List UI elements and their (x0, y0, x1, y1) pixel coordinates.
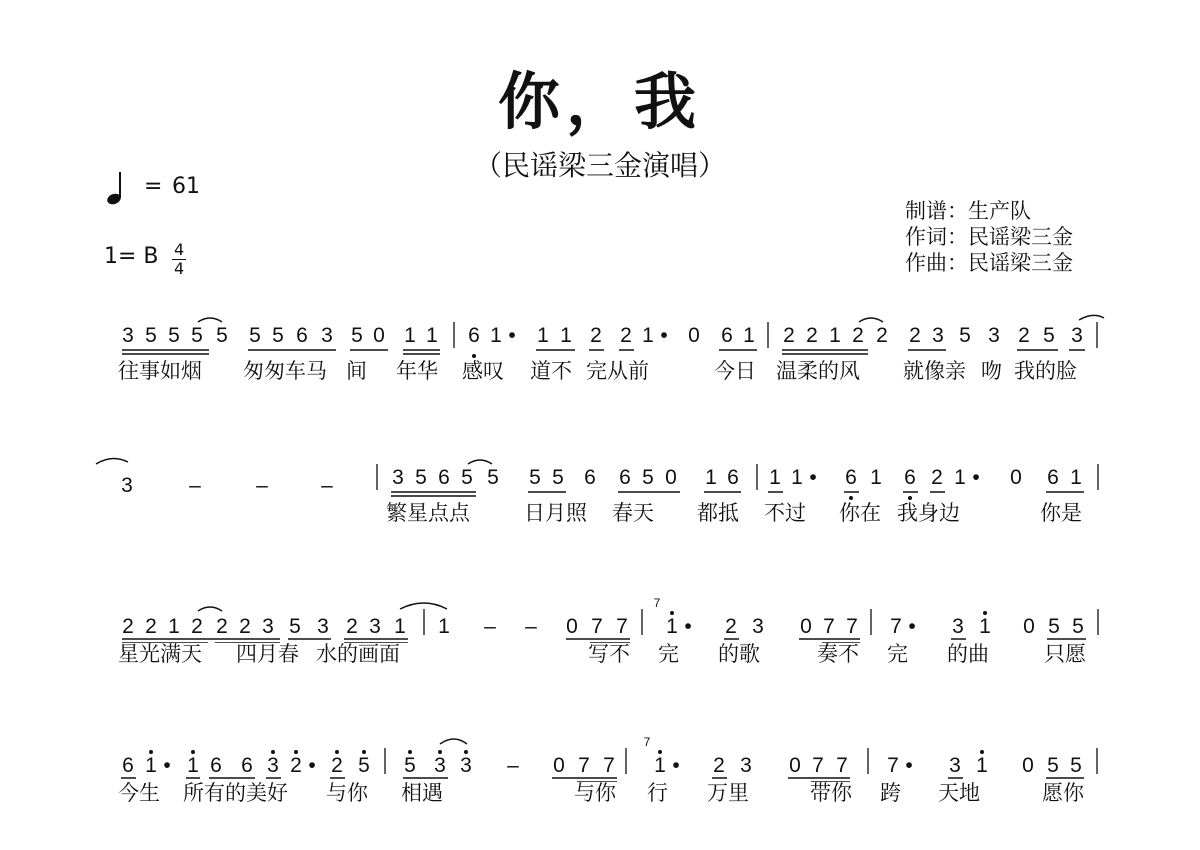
lyric: 只愿 (1044, 642, 1086, 666)
svg-text:–: – (507, 754, 519, 777)
svg-text:–: – (189, 474, 201, 497)
svg-text:7: 7 (823, 615, 835, 638)
svg-text:5: 5 (168, 324, 180, 347)
svg-text:2: 2 (191, 615, 203, 638)
svg-text:1: 1 (145, 754, 157, 777)
svg-text:5: 5 (404, 754, 416, 777)
svg-text:•: • (508, 324, 516, 347)
lyric: 四月春 (236, 642, 299, 666)
score-row-4 (0, 734, 1200, 844)
svg-text:7: 7 (836, 754, 848, 777)
svg-text:3: 3 (262, 615, 274, 638)
svg-text:1: 1 (404, 324, 416, 347)
svg-text:1: 1 (187, 754, 199, 777)
svg-text:1: 1 (769, 466, 781, 489)
lyric: 的歌 (718, 642, 760, 666)
lyric: 不过 (764, 501, 806, 525)
svg-text:3: 3 (460, 754, 472, 777)
lyric: 完 (658, 642, 679, 666)
svg-text:2: 2 (216, 615, 228, 638)
lyrics-row-3 (0, 639, 1200, 669)
song-title: 你，我 (497, 65, 702, 138)
svg-text:3: 3 (267, 754, 279, 777)
svg-text:1: 1 (394, 615, 406, 638)
time-signature-top: 4 (174, 240, 185, 259)
svg-text:•: • (163, 754, 171, 777)
svg-text:2: 2 (783, 324, 795, 347)
lyric: 完 (887, 642, 908, 666)
svg-text:•: • (809, 466, 817, 489)
svg-text:6: 6 (438, 466, 450, 489)
lyric: 与你 (574, 781, 616, 805)
lyric: 完从前 (586, 359, 649, 383)
svg-text:6: 6 (468, 324, 480, 347)
svg-text:1: 1 (976, 754, 988, 777)
svg-text:7: 7 (890, 615, 902, 638)
svg-text:2: 2 (909, 324, 921, 347)
svg-text:5: 5 (959, 324, 971, 347)
lyric: 行 (647, 781, 668, 805)
svg-text:5: 5 (642, 466, 654, 489)
svg-text:5: 5 (552, 466, 564, 489)
svg-text:7: 7 (603, 754, 615, 777)
svg-text:7: 7 (616, 615, 628, 638)
svg-text:6: 6 (241, 754, 253, 777)
svg-text:6: 6 (1047, 466, 1059, 489)
key-signature (104, 240, 204, 280)
svg-text:2: 2 (1018, 324, 1030, 347)
lyrics-row-1 (0, 356, 1200, 386)
svg-text:5: 5 (415, 466, 427, 489)
lyric: 年华 (396, 359, 438, 383)
svg-text:6: 6 (619, 466, 631, 489)
svg-text:1: 1 (666, 615, 678, 638)
svg-text:0: 0 (373, 324, 385, 347)
score-row-3 (0, 595, 1200, 705)
svg-text:7: 7 (578, 754, 590, 777)
svg-text:5: 5 (1072, 615, 1084, 638)
svg-text:3: 3 (1071, 324, 1083, 347)
svg-text:6: 6 (584, 466, 596, 489)
tempo-bpm: 61 (172, 174, 200, 199)
svg-text:0: 0 (789, 754, 801, 777)
score-row-1 (0, 312, 1200, 422)
credits (905, 198, 1073, 276)
lyric: 跨 (880, 781, 901, 805)
svg-text:1: 1 (560, 324, 572, 347)
svg-text:5: 5 (191, 324, 203, 347)
svg-text:3: 3 (369, 615, 381, 638)
svg-text:1: 1 (537, 324, 549, 347)
lyric: 道不 (530, 359, 572, 383)
svg-text:1: 1 (654, 754, 666, 777)
svg-text:5: 5 (289, 615, 301, 638)
lyric: 与你 (326, 781, 368, 805)
svg-text:7: 7 (812, 754, 824, 777)
svg-text:5: 5 (351, 324, 363, 347)
svg-text:0: 0 (566, 615, 578, 638)
svg-text:6: 6 (904, 466, 916, 489)
svg-text:2: 2 (239, 615, 251, 638)
lyric: 天地 (938, 781, 980, 805)
lyric: 所有的美好 (183, 781, 288, 805)
lyric: 春天 (612, 501, 654, 525)
lyric: 感叹 (462, 359, 504, 383)
svg-text:2: 2 (713, 754, 725, 777)
lyric: 的曲 (947, 642, 989, 666)
svg-text:2: 2 (590, 324, 602, 347)
svg-text:7: 7 (887, 754, 899, 777)
lyric: 匆匆车马 (243, 359, 327, 383)
score-row-2 (0, 454, 1200, 564)
svg-text:5: 5 (145, 324, 157, 347)
lyric: 星光满天 (118, 642, 202, 666)
lyrics-row-4 (0, 778, 1200, 808)
svg-text:5: 5 (249, 324, 261, 347)
svg-text:6: 6 (122, 754, 134, 777)
svg-text:1: 1 (426, 324, 438, 347)
time-signature-bottom: 4 (174, 259, 185, 278)
svg-text:–: – (484, 615, 496, 638)
svg-text:3: 3 (392, 466, 404, 489)
svg-text:5: 5 (358, 754, 370, 777)
svg-text:2: 2 (331, 754, 343, 777)
svg-text:0: 0 (1023, 615, 1035, 638)
svg-text:7: 7 (643, 735, 651, 749)
svg-text:1: 1 (642, 324, 654, 347)
lyric: 都抵 (697, 501, 739, 525)
svg-text:2: 2 (806, 324, 818, 347)
svg-text:5: 5 (1048, 615, 1060, 638)
svg-text:0: 0 (553, 754, 565, 777)
lyric: 写不 (588, 642, 630, 666)
lyric: 今日 (714, 359, 756, 383)
notation-row-3 (0, 595, 1200, 643)
svg-text:5: 5 (1047, 754, 1059, 777)
svg-text:1: 1 (791, 466, 803, 489)
lyric: 温柔的风 (776, 359, 860, 383)
lyric: 我的脸 (1014, 359, 1077, 383)
svg-text:5: 5 (216, 324, 228, 347)
svg-text:1: 1 (829, 324, 841, 347)
svg-text:2: 2 (346, 615, 358, 638)
svg-text:5: 5 (529, 466, 541, 489)
song-subtitle: （民谣梁三金演唱） (473, 149, 726, 182)
lyric: 就像亲 (903, 359, 966, 383)
svg-text:1: 1 (1070, 466, 1082, 489)
notation-row-2 (0, 454, 1200, 502)
svg-text:•: • (660, 324, 668, 347)
svg-text:0: 0 (665, 466, 677, 489)
svg-text:0: 0 (1010, 466, 1022, 489)
lyric: 间 (346, 359, 367, 383)
svg-text:7: 7 (653, 596, 661, 610)
svg-text:3: 3 (740, 754, 752, 777)
lyric: 相遇 (401, 781, 443, 805)
svg-text:•: • (905, 754, 913, 777)
svg-text:1: 1 (743, 324, 755, 347)
svg-text:1: 1 (954, 466, 966, 489)
svg-text:3: 3 (952, 615, 964, 638)
svg-text:1: 1 (870, 466, 882, 489)
svg-text:5: 5 (487, 466, 499, 489)
lyrics-row-2 (0, 498, 1200, 528)
svg-text:3: 3 (434, 754, 446, 777)
lyric: 往事如烟 (118, 359, 202, 383)
lyric: 吻 (981, 359, 1002, 383)
svg-text:1: 1 (438, 615, 450, 638)
svg-text:–: – (256, 474, 268, 497)
svg-text:•: • (684, 615, 692, 638)
svg-text:•: • (308, 754, 316, 777)
svg-text:3: 3 (121, 474, 133, 497)
svg-text:2: 2 (145, 615, 157, 638)
svg-text:0: 0 (1022, 754, 1034, 777)
svg-text:•: • (972, 466, 980, 489)
svg-text:1: 1 (490, 324, 502, 347)
svg-text:•: • (672, 754, 680, 777)
svg-text:3: 3 (752, 615, 764, 638)
credit-lyricist: 作词：民谣梁三金 (905, 225, 1073, 249)
svg-text:0: 0 (688, 324, 700, 347)
lyric: 今生 (118, 781, 160, 805)
credit-composer: 作曲：民谣梁三金 (905, 251, 1073, 275)
svg-text:5: 5 (1043, 324, 1055, 347)
lyric: 奏不 (817, 642, 859, 666)
svg-text:–: – (321, 474, 333, 497)
svg-text:1: 1 (979, 615, 991, 638)
svg-text:2: 2 (620, 324, 632, 347)
lyric: 万里 (707, 781, 749, 805)
svg-text:3: 3 (949, 754, 961, 777)
svg-text:6: 6 (721, 324, 733, 347)
svg-text:3: 3 (988, 324, 1000, 347)
svg-text:5: 5 (461, 466, 473, 489)
svg-text:3: 3 (932, 324, 944, 347)
svg-text:6: 6 (727, 466, 739, 489)
notation-row-1 (0, 312, 1200, 360)
svg-text:3: 3 (122, 324, 134, 347)
svg-text:2: 2 (852, 324, 864, 347)
lyric: 繁星点点 (386, 501, 470, 525)
lyric: 愿你 (1042, 781, 1084, 805)
lyric: 带你 (810, 781, 852, 805)
svg-text:•: • (908, 615, 916, 638)
lyric: 水的画面 (316, 642, 400, 666)
svg-text:2: 2 (876, 324, 888, 347)
svg-text:5: 5 (1070, 754, 1082, 777)
svg-text:2: 2 (290, 754, 302, 777)
svg-text:2: 2 (725, 615, 737, 638)
notation-row-4 (0, 734, 1200, 782)
svg-text:3: 3 (317, 615, 329, 638)
key-text: 1= B (104, 244, 159, 269)
lyric: 我身边 (897, 501, 960, 525)
tempo-equals: = (144, 174, 163, 199)
svg-text:7: 7 (591, 615, 603, 638)
svg-text:1: 1 (705, 466, 717, 489)
credit-arranger: 制谱：生产队 (905, 199, 1031, 223)
svg-text:5: 5 (272, 324, 284, 347)
lyric: 你是 (1040, 501, 1082, 525)
lyric: 你在 (839, 501, 881, 525)
svg-text:–: – (525, 615, 537, 638)
svg-text:2: 2 (122, 615, 134, 638)
quarter-note-icon (106, 170, 126, 206)
svg-text:2: 2 (931, 466, 943, 489)
svg-text:7: 7 (846, 615, 858, 638)
svg-text:6: 6 (845, 466, 857, 489)
lyric: 日月照 (524, 501, 587, 525)
svg-text:6: 6 (296, 324, 308, 347)
svg-text:1: 1 (168, 615, 180, 638)
svg-text:3: 3 (321, 324, 333, 347)
svg-text:0: 0 (800, 615, 812, 638)
svg-text:6: 6 (210, 754, 222, 777)
